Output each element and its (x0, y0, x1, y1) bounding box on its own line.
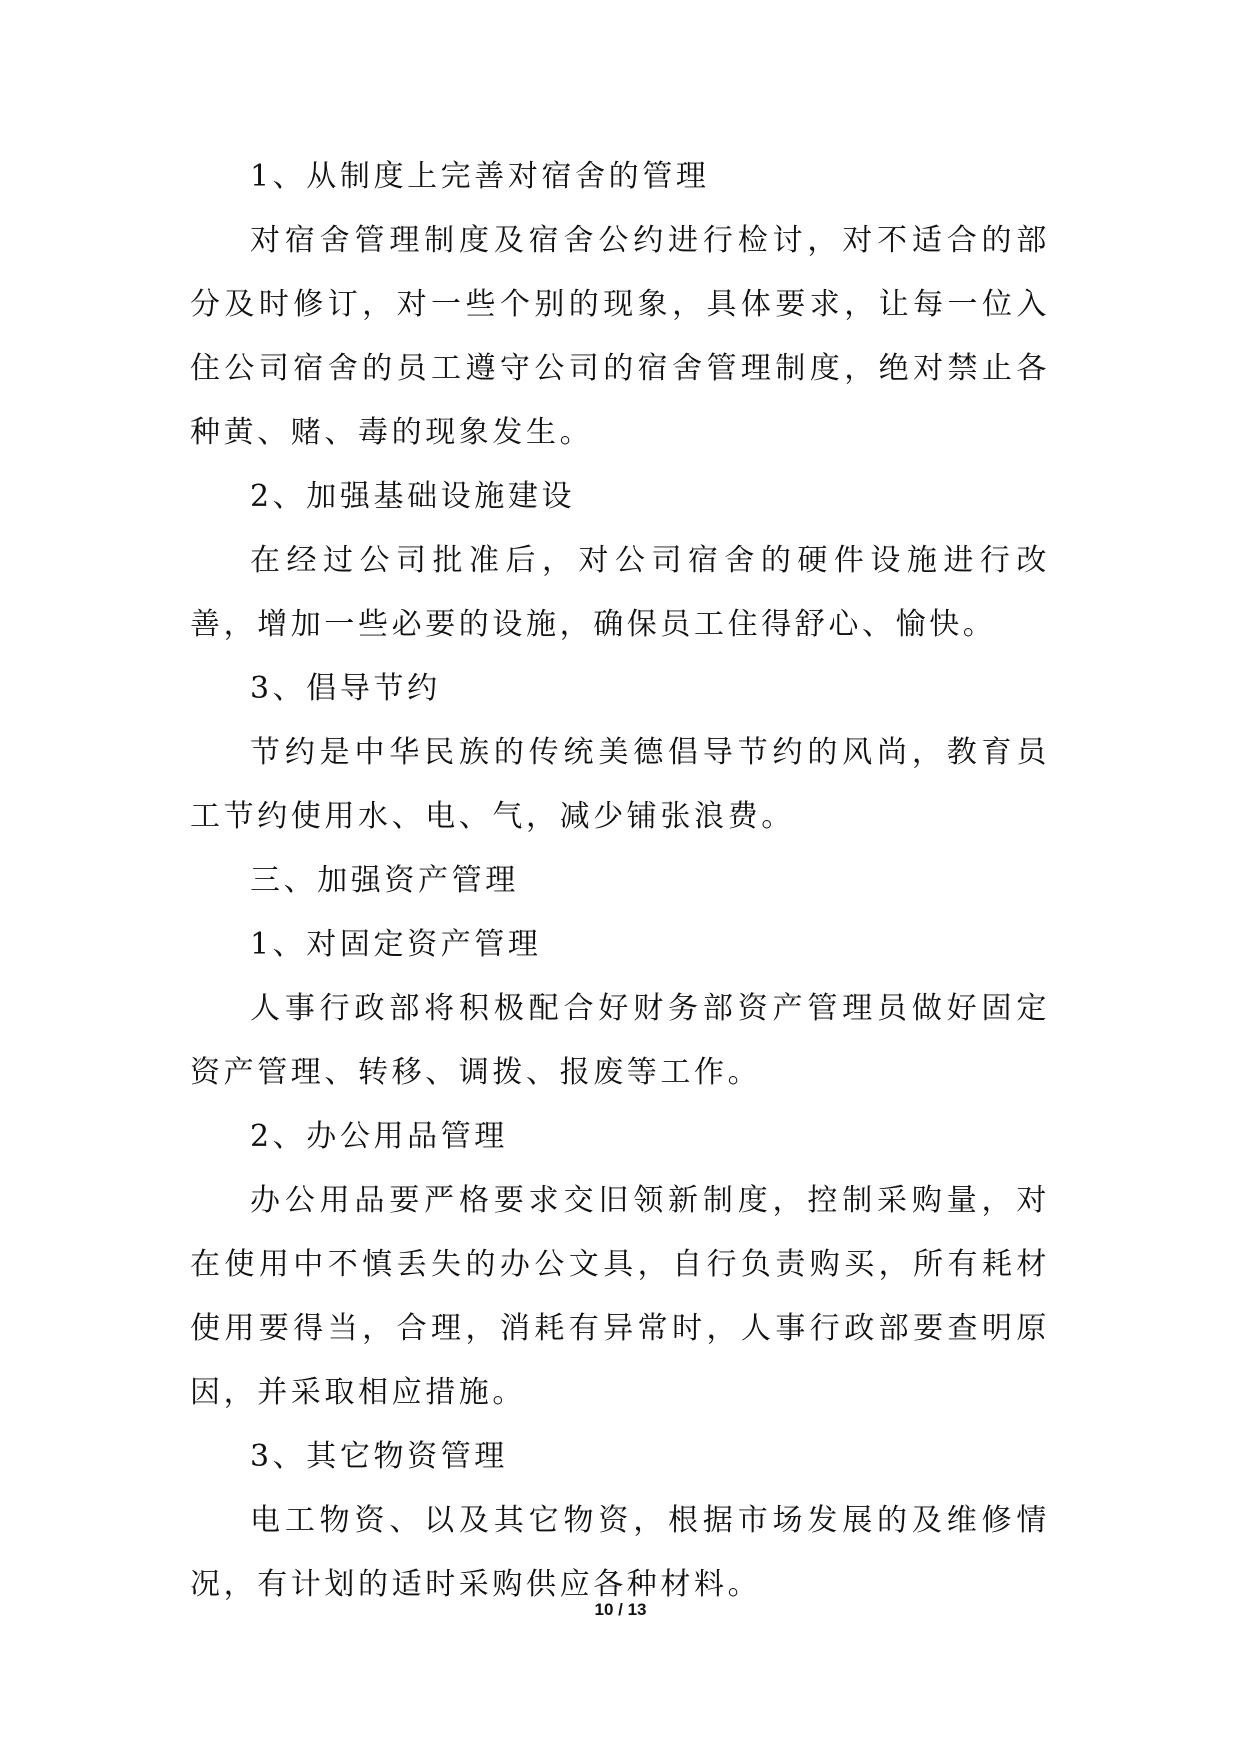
paragraph-thrift: 节约是中华民族的传统美德倡导节约的风尚，教育员工节约使用水、电、气，减少铺张浪费。 (190, 735, 1050, 834)
heading-thrift: 3、倡导节约 (250, 671, 441, 706)
heading-fixed-assets: 1、对固定资产管理 (250, 927, 542, 962)
heading-other-materials: 3、其它物资管理 (250, 1439, 508, 1474)
document-body (190, 145, 1050, 1617)
heading-office-supplies: 2、办公用品管理 (250, 1119, 508, 1154)
paragraph-dormitory-rules: 对宿舍管理制度及宿舍公约进行检讨，对不适合的部分及时修订，对一些个别的现象，具体要求，让每一位入住公司宿舍的员工遵守公司的宿舍管理制度，绝对禁止各种黄、赌、毒的现象发生。 (190, 223, 1050, 450)
paragraph-other-materials: 电工物资、以及其它物资，根据市场发展的及维修情况，有计划的适时采购供应各种材料。 (190, 1503, 1050, 1602)
page-number: 10 / 13 (594, 1600, 647, 1619)
heading-dormitory-system: 1、从制度上完善对宿舍的管理 (250, 159, 710, 194)
paragraph-infrastructure: 在经过公司批准后，对公司宿舍的硬件设施进行改善，增加一些必要的设施，确保员工住得舒心、愉快。 (190, 543, 1050, 642)
paragraph-fixed-assets: 人事行政部将积极配合好财务部资产管理员做好固定资产管理、转移、调拨、报废等工作。 (190, 991, 1050, 1090)
paragraph-office-supplies: 办公用品要严格要求交旧领新制度，控制采购量，对在使用中不慎丢失的办公文具，自行负责购买，所有耗材使用要得当，合理，消耗有异常时，人事行政部要查明原因，并采取相应措施。 (190, 1183, 1050, 1410)
heading-infrastructure: 2、加强基础设施建设 (250, 479, 576, 514)
section-heading-asset-management: 三、加强资产管理 (250, 863, 519, 898)
